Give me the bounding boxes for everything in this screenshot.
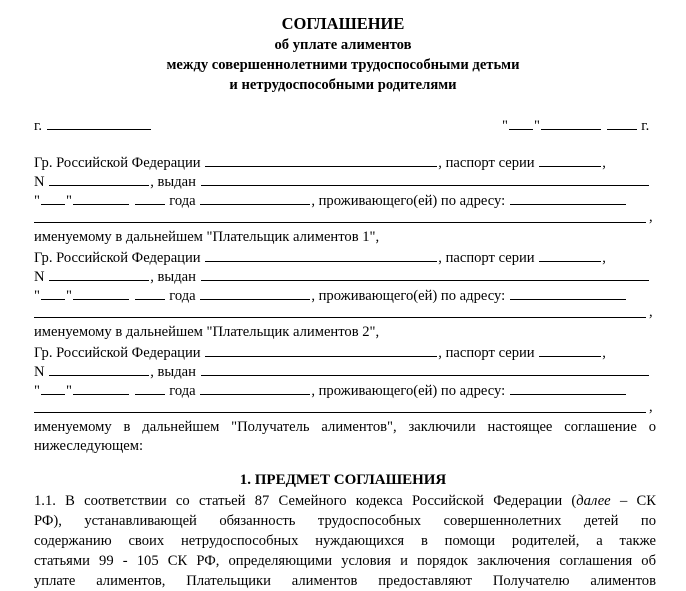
city-blank[interactable] [47,115,151,130]
party2-month-blank[interactable] [73,285,129,300]
section-1-line-2: РФ), устанавливающей обязанность трудоспособных совершеннолетних детей по [34,513,656,529]
party1-passport-series-blank[interactable] [539,152,601,167]
quote: " [34,383,40,399]
party3-address-blank[interactable] [510,380,626,395]
party1-passport-number-blank[interactable] [49,171,149,186]
party3-citizen-line [34,342,606,363]
party2-issued-by-blank[interactable] [201,266,649,281]
party2-issued-line [34,266,650,287]
party3-name-blank[interactable] [205,342,437,357]
document-subtitle-2: между совершеннолетними трудоспособными детьми [166,57,520,73]
issued-label: , выдан [150,269,196,285]
comma: , [602,345,606,361]
party2-name-blank[interactable] [205,247,437,262]
section-1-title: 1. ПРЕДМЕТ СОГЛАШЕНИЯ [239,472,447,488]
party1-name-blank[interactable] [205,152,437,167]
party2-date-line [34,285,627,306]
number-label: N [34,174,45,190]
passport-label: , паспорт серии [438,155,535,171]
party3-issue-year-blank[interactable] [200,380,310,395]
party3-issued-by-blank[interactable] [201,361,649,376]
year-blank[interactable] [607,115,637,130]
section-1-line-4: статьями 99 - 105 СК РФ, определяющими условия и порядок заключения соглашения об [34,553,656,569]
year-label: года [169,383,196,399]
party1-month-blank[interactable] [73,190,129,205]
party3-day-blank[interactable] [41,380,65,395]
recipient-designation: именуемому в дальнейшем "Получатель алиментов", заключили настоящее соглашение о [34,419,656,435]
section-1-line-3: содержанию своих нетрудоспособных нуждающихся в помощи родителей, а также [34,533,656,549]
day-blank[interactable] [509,115,533,130]
payer1-designation: именуемому в дальнейшем "Плательщик алиментов 1", [34,229,380,245]
party1-address-line-2[interactable] [34,222,646,223]
clause-text: – СК [610,493,656,509]
party2-citizen-line [34,247,606,268]
passport-label: , паспорт серии [438,345,535,361]
address-label: , проживающего(ей) по адресу: [311,288,506,304]
party3-address-line-2[interactable] [34,412,646,413]
party2-issue-year-blank[interactable] [200,285,310,300]
year-label: года [169,288,196,304]
citizen-label: Гр. Российской Федерации [34,155,201,171]
citizen-label: Гр. Российской Федерации [34,250,201,266]
issued-label: , выдан [150,364,196,380]
year-suffix: г. [641,118,650,134]
party1-issued-by-blank[interactable] [201,171,649,186]
date-quote-open: " [502,118,508,134]
quote: " [65,288,72,304]
recipient-designation-cont: нижеследующем: [34,438,144,454]
city-prefix: г. [34,118,42,134]
party3-year-blank[interactable] [135,380,165,395]
party1-year-blank[interactable] [135,190,165,205]
party2-year-blank[interactable] [135,285,165,300]
party1-issued-line [34,171,650,192]
document-title: СОГЛАШЕНИЕ [281,14,405,33]
clause-text: 1.1. В соответствии со статьей 87 Семейного кодекса Российской Федерации ( [34,493,577,509]
comma: , [602,155,606,171]
comma: , [649,304,653,320]
party2-day-blank[interactable] [41,285,65,300]
document-subtitle-3: и нетрудоспособными родителями [229,77,457,93]
party3-issued-line [34,361,650,382]
comma: , [602,250,606,266]
party3-date-line [34,380,627,401]
clause-italic-text: далее [576,493,611,509]
party1-citizen-line [34,152,606,173]
party2-address-blank[interactable] [510,285,626,300]
party1-day-blank[interactable] [41,190,65,205]
issued-label: , выдан [150,174,196,190]
quote: " [34,193,40,209]
date-quote-close: " [533,118,540,134]
city-field[interactable] [34,115,152,136]
quote: " [65,193,72,209]
party3-month-blank[interactable] [73,380,129,395]
number-label: N [34,269,45,285]
number-label: N [34,364,45,380]
payer2-designation: именуемому в дальнейшем "Плательщик алиментов 2", [34,324,380,340]
document-subtitle-1: об уплате алиментов [274,37,412,53]
comma: , [649,209,653,225]
section-1-line-5: уплате алиментов, Плательщики алиментов предоставляют Получателю алиментов [34,573,656,589]
quote: " [34,288,40,304]
month-blank[interactable] [541,115,601,130]
citizen-label: Гр. Российской Федерации [34,345,201,361]
date-field[interactable] [502,115,649,136]
party1-date-line [34,190,627,211]
section-1-line-1 [34,492,656,511]
passport-label: , паспорт серии [438,250,535,266]
party1-address-blank[interactable] [510,190,626,205]
party3-passport-series-blank[interactable] [539,342,601,357]
address-label: , проживающего(ей) по адресу: [311,383,506,399]
party2-passport-number-blank[interactable] [49,266,149,281]
party3-passport-number-blank[interactable] [49,361,149,376]
quote: " [65,383,72,399]
party2-address-line-2[interactable] [34,317,646,318]
party1-issue-year-blank[interactable] [200,190,310,205]
address-label: , проживающего(ей) по адресу: [311,193,506,209]
comma: , [649,399,653,415]
party2-passport-series-blank[interactable] [539,247,601,262]
year-label: года [169,193,196,209]
